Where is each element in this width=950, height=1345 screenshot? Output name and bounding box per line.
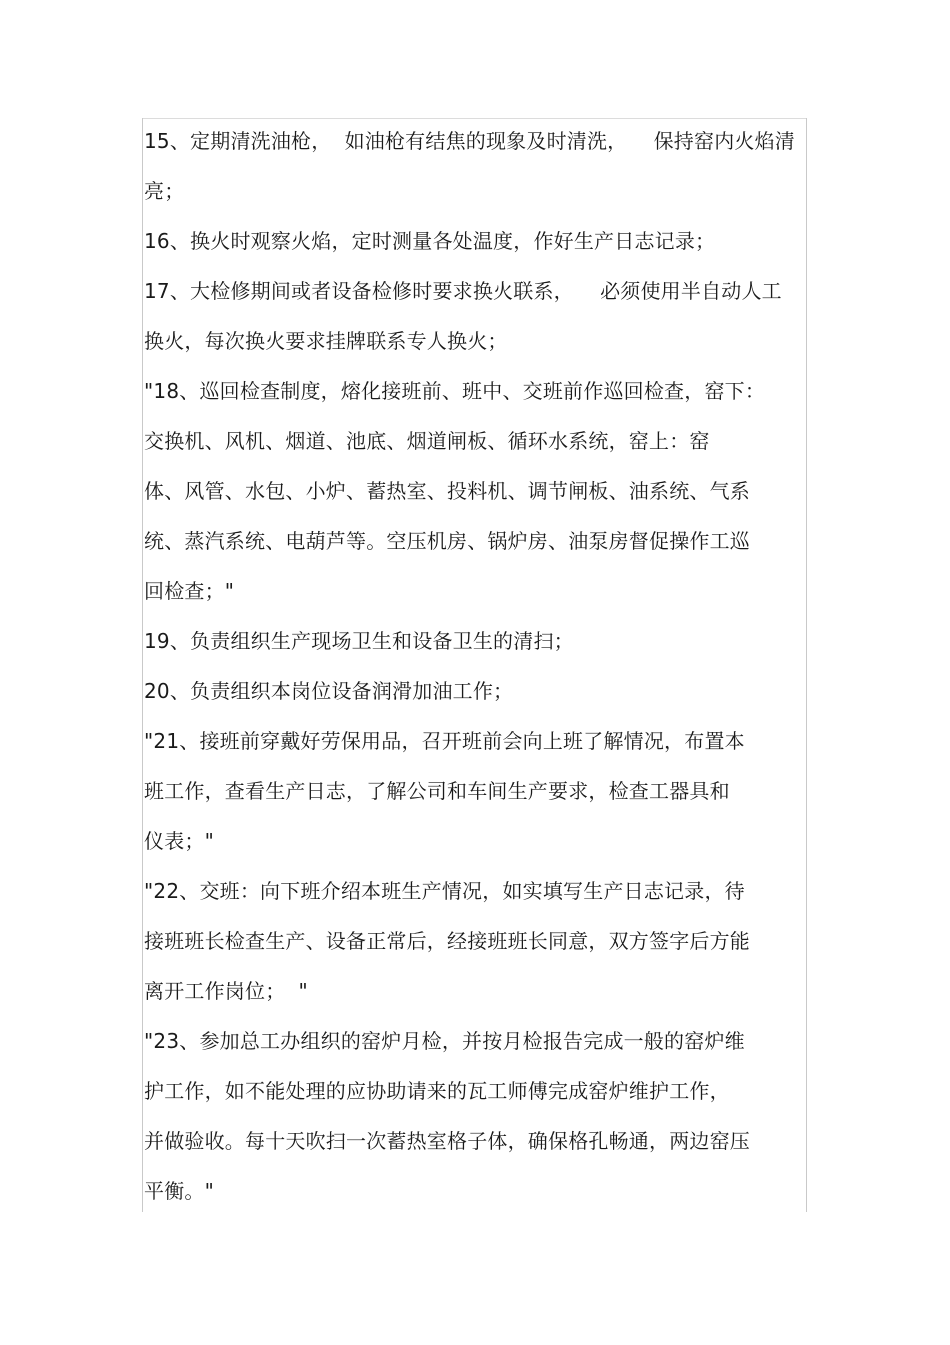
text-line-item-17: 17、大检修期间或者设备检修时要求换火联系， 必须使用半自动人工 — [144, 279, 782, 303]
text-line-item-22-cont-2: 离开工作岗位； " — [144, 979, 308, 1003]
text-line-item-20: 20、负责组织本岗位设备润滑加油工作； — [144, 679, 514, 703]
text-line-item-18-cont-3: 统、蒸汽系统、电葫芦等。空压机房、锅炉房、油泵房督促操作工巡 — [144, 529, 750, 553]
text-line-item-18-cont-2: 体、风管、水包、小炉、蓄热室、投料机、调节闸板、油系统、气系 — [144, 479, 750, 503]
text-line-item-15: 15、定期清洗油枪， 如油枪有结焦的现象及时清洗， 保持窑内火焰清 — [144, 129, 795, 153]
text-line-item-15-cont: 亮； — [144, 179, 185, 203]
text-line-item-17-cont: 换火，每次换火要求挂牌联系专人换火； — [144, 329, 508, 353]
text-line-item-18-cont-1: 交换机、风机、烟道、池底、烟道闸板、循环水系统，窑上：窑 — [144, 429, 710, 453]
text-line-item-23: "23、参加总工办组织的窑炉月检，并按月检报告完成一般的窑炉维 — [144, 1029, 745, 1053]
text-line-item-22-cont-1: 接班班长检查生产、设备正常后，经接班班长同意，双方签字后方能 — [144, 929, 750, 953]
text-line-item-21-cont-1: 班工作，查看生产日志，了解公司和车间生产要求，检查工器具和 — [144, 779, 730, 803]
text-line-item-21: "21、接班前穿戴好劳保用品，召开班前会向上班了解情况，布置本 — [144, 729, 745, 753]
text-line-item-19: 19、负责组织生产现场卫生和设备卫生的清扫； — [144, 629, 574, 653]
text-line-item-18-cont-4: 回检查；" — [144, 579, 235, 603]
text-line-item-16: 16、换火时观察火焰，定时测量各处温度，作好生产日志记录； — [144, 229, 716, 253]
page-frame-right-border — [806, 118, 807, 1212]
text-line-item-18: "18、巡回检查制度，熔化接班前、班中、交班前作巡回检查，窑下： — [144, 379, 766, 403]
text-line-item-23-cont-1: 护工作，如不能处理的应协助请来的瓦工师傅完成窑炉维护工作， — [144, 1079, 730, 1103]
document-body — [144, 116, 804, 1216]
text-line-item-23-cont-3: 平衡。" — [144, 1179, 214, 1203]
text-line-item-23-cont-2: 并做验收。每十天吹扫一次蓄热室格子体，确保格孔畅通，两边窑压 — [144, 1129, 750, 1153]
text-line-item-22: "22、交班：向下班介绍本班生产情况，如实填写生产日志记录，待 — [144, 879, 745, 903]
text-line-item-21-cont-2: 仪表；" — [144, 829, 214, 853]
page-frame-left-border — [142, 118, 143, 1212]
